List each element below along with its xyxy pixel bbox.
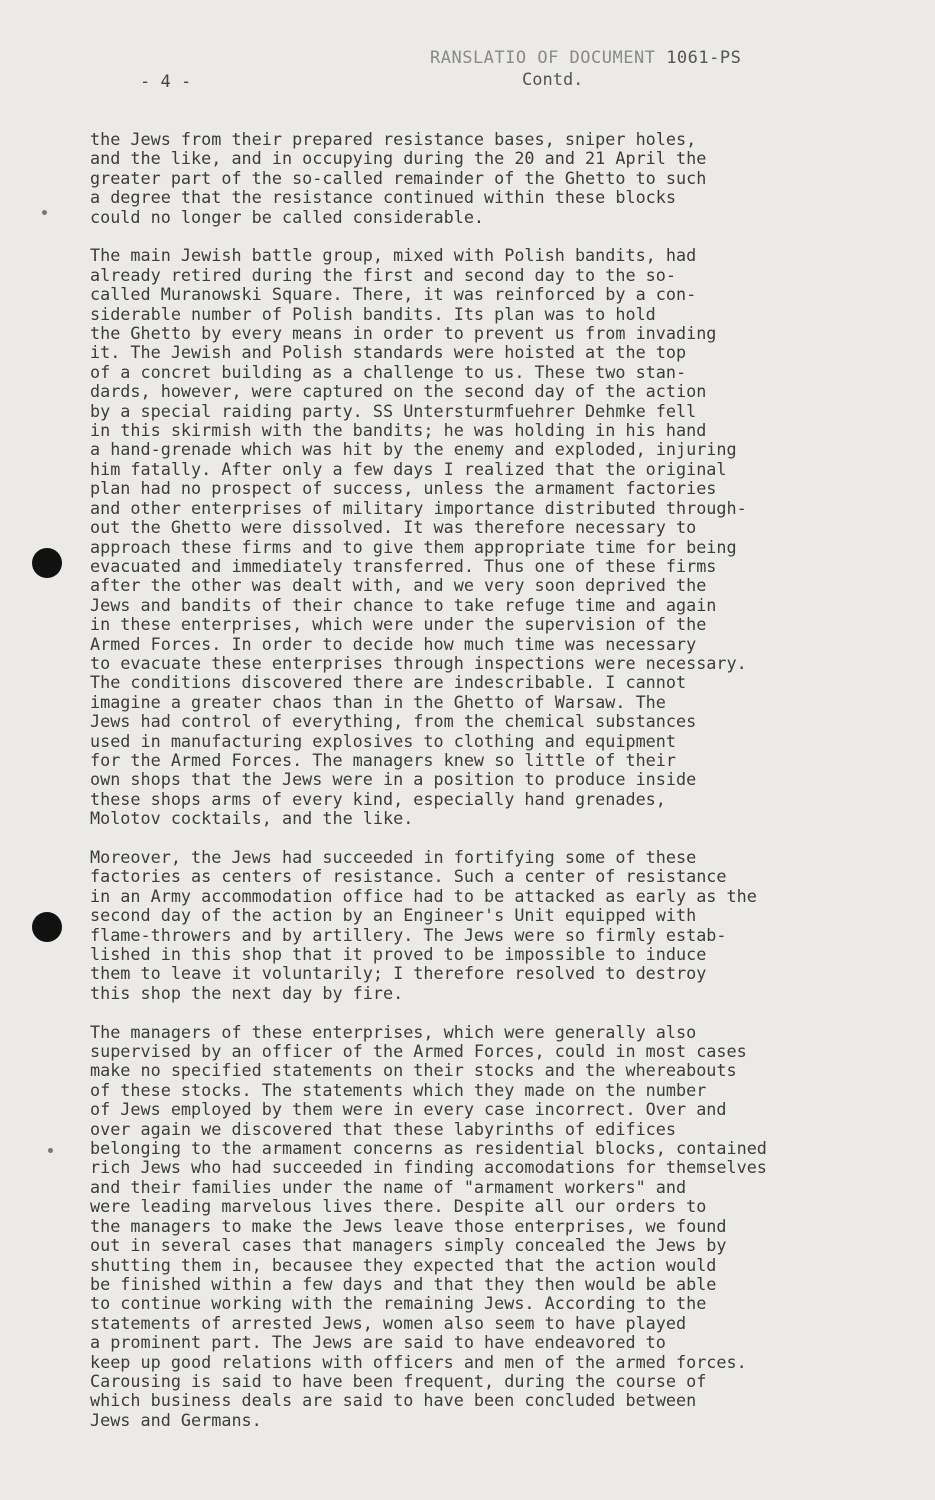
paragraph: [90, 1023, 870, 1431]
text-line: The conditions discovered there are indescribable. I cannot: [90, 672, 687, 693]
text-line: and their families under the name of "armament workers" and: [90, 1176, 687, 1197]
text-line: approach these firms and to give them appropriate time for being: [90, 536, 737, 557]
text-line: greater part of the so-called remainder of the Ghetto to such: [90, 167, 707, 188]
text-line: Armed Forces. In order to decide how much time was necessary: [90, 633, 697, 654]
continued-label: Contd.: [522, 70, 584, 90]
text-line: keep up good relations with officers and men of the armed forces.: [90, 1351, 747, 1372]
text-line: to evacuate these enterprises through inspections were necessary.: [90, 652, 747, 673]
text-line: for the Armed Forces. The managers knew so little of their: [90, 749, 676, 770]
text-line: The managers of these enterprises, which were generally also: [90, 1021, 697, 1042]
text-line: siderable number of Polish bandits. Its plan was to hold: [90, 303, 656, 324]
text-line: already retired during the first and second day to the so-: [90, 264, 676, 285]
text-line: factories as centers of resistance. Such a center of resistance: [90, 866, 727, 887]
text-line: evacuated and immediately transferred. Thus one of these firms: [90, 555, 717, 576]
text-line: dards, however, were captured on the second day of the action: [90, 381, 707, 402]
text-line: in these enterprises, which were under the supervision of the: [90, 614, 707, 635]
page-number: - 4 -: [140, 72, 192, 92]
text-line: a prominent part. The Jews are said to have endeavored to: [90, 1332, 666, 1353]
punch-hole-lower: [32, 912, 62, 942]
document-body: [90, 130, 870, 1450]
text-line: a degree that the resistance continued within these blocks: [90, 187, 676, 208]
text-line: own shops that the Jews were in a position to produce inside: [90, 769, 697, 790]
text-line: in this skirmish with the bandits; he was holding in his hand: [90, 420, 707, 441]
text-line: Molotov cocktails, and the like.: [90, 808, 414, 829]
text-line: of a concret building as a challenge to us. These two stan-: [90, 361, 687, 382]
text-line: Jews and Germans.: [90, 1409, 262, 1430]
text-line: and other enterprises of military importance distributed through-: [90, 497, 747, 518]
margin-mark: [42, 210, 47, 215]
text-line: out the Ghetto were dissolved. It was therefore necessary to: [90, 517, 697, 538]
text-line: and the like, and in occupying during the 20 and 21 April the: [90, 148, 707, 169]
text-line: Jews had control of everything, from the chemical substances: [90, 711, 697, 732]
text-line: belonging to the armament concerns as residential blocks, contained: [90, 1138, 767, 1159]
text-line: him fatally. After only a few days I realized that the original: [90, 458, 727, 479]
text-line: this shop the next day by fire.: [90, 982, 404, 1003]
text-line: Moreover, the Jews had succeeded in fortifying some of these: [90, 847, 697, 867]
text-line: of these stocks. The statements which they made on the number: [90, 1079, 707, 1100]
text-line: could no longer be called considerable.: [90, 206, 485, 227]
text-line: second day of the action by an Engineer's Unit equipped with: [90, 905, 697, 926]
text-line: in an Army accommodation office had to be attacked as early as the: [90, 885, 757, 906]
text-line: the Ghetto by every means in order to prevent us from invading: [90, 323, 717, 344]
document-reference-number: 1061-PS: [666, 48, 742, 68]
paragraph: [90, 130, 870, 227]
punch-hole-upper: [32, 548, 62, 578]
paragraph: [90, 246, 870, 828]
text-line: these shops arms of every kind, especially hand grenades,: [90, 788, 666, 809]
text-line: which business deals are said to have been concluded between: [90, 1390, 697, 1411]
text-line: plan had no prospect of success, unless the armament factories: [90, 478, 717, 499]
text-line: make no specified statements on their stocks and the whereabouts: [90, 1060, 737, 1081]
text-line: to continue working with the remaining Jews. According to the: [90, 1293, 707, 1314]
document-reference: [430, 48, 850, 90]
text-line: shutting them in, becausee they expected that the action would: [90, 1254, 717, 1275]
text-line: flame-throwers and by artillery. The Jews were so firmly estab-: [90, 924, 727, 945]
text-line: the managers to make the Jews leave those enterprises, we found: [90, 1215, 727, 1236]
document-reference-faint: RANSLATIO OF DOCUMENT: [430, 48, 656, 68]
text-line: lished in this shop that it proved to be impossible to induce: [90, 944, 707, 965]
text-line: used in manufacturing explosives to clothing and equipment: [90, 730, 676, 751]
text-line: of Jews employed by them were in every case incorrect. Over and: [90, 1099, 727, 1120]
text-line: imagine a greater chaos than in the Ghetto of Warsaw. The: [90, 691, 666, 712]
text-line: were leading marvelous lives there. Despite all our orders to: [90, 1196, 707, 1217]
text-line: Jews and bandits of their chance to take refuge time and again: [90, 594, 717, 615]
text-line: by a special raiding party. SS Untersturmfuehrer Dehmke fell: [90, 400, 697, 421]
text-line: Carousing is said to have been frequent, during the course of: [90, 1370, 707, 1391]
text-line: be finished within a few days and that they then would be able: [90, 1273, 717, 1294]
text-line: after the other was dealt with, and we very soon deprived the: [90, 575, 707, 596]
text-line: them to leave it voluntarily; I therefore resolved to destroy: [90, 963, 707, 984]
text-line: it. The Jewish and Polish standards were hoisted at the top: [90, 342, 687, 363]
document-reference-line: [430, 48, 850, 68]
text-line: the Jews from their prepared resistance bases, sniper holes,: [90, 129, 697, 149]
text-line: out in several cases that managers simply concealed the Jews by: [90, 1235, 727, 1256]
text-line: statements of arrested Jews, women also seem to have played: [90, 1312, 687, 1333]
text-line: The main Jewish battle group, mixed with Polish bandits, had: [90, 245, 697, 266]
paragraph: [90, 848, 870, 1003]
text-line: over again we discovered that these labyrinths of edifices: [90, 1118, 676, 1139]
margin-mark: [48, 1148, 53, 1153]
text-line: called Muranowski Square. There, it was reinforced by a con-: [90, 284, 697, 305]
text-line: a hand-grenade which was hit by the enemy and exploded, injuring: [90, 439, 737, 460]
text-line: rich Jews who had succeeded in finding accomodations for themselves: [90, 1157, 767, 1178]
text-line: supervised by an officer of the Armed Forces, could in most cases: [90, 1041, 747, 1062]
